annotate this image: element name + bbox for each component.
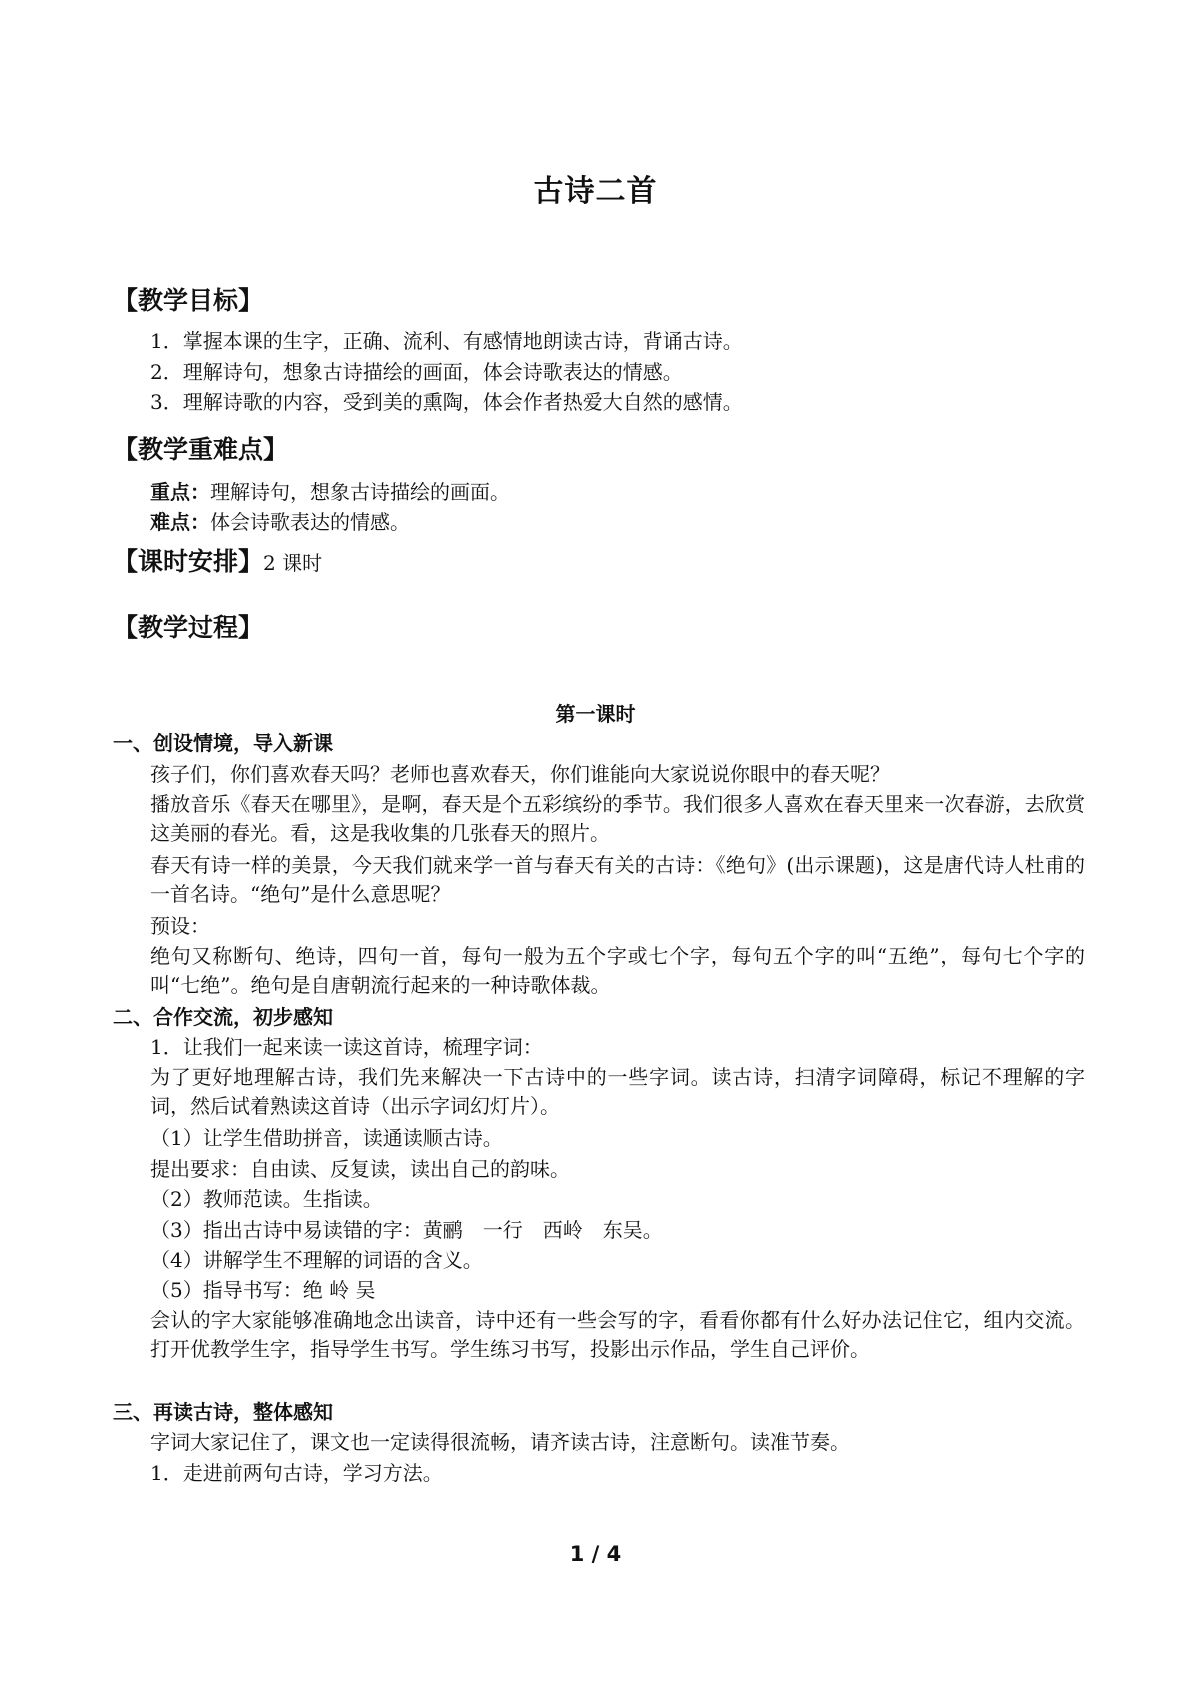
- section-2-title: 二、合作交流，初步感知: [113, 1005, 333, 1029]
- section-2-paragraph: （5）指导书写：绝 岭 吴: [150, 1278, 376, 1302]
- section-2-paragraph: （1）让学生借助拼音，读通读顺古诗。: [150, 1126, 503, 1150]
- page-title: 古诗二首: [533, 174, 658, 209]
- key-point-text: 理解诗句，想象古诗描绘的画面。: [210, 480, 510, 504]
- schedule-heading: [113, 545, 322, 580]
- objective-item-2: 2．理解诗句，想象古诗描绘的画面，体会诗歌表达的情感。: [150, 360, 683, 384]
- section-1-paragraph: 春天有诗一样的美景，今天我们就来学一首与春天有关的古诗：《绝句》(出示课题)，这是唐代诗人杜甫的一首名诗。“绝句”是什么意思呢？: [150, 853, 1085, 906]
- section-2-paragraph: 为了更好地理解古诗，我们先来解决一下古诗中的一些字词。读古诗，扫清字词障碍，标记不理解的字词，然后试着熟读这首诗（出示字词幻灯片）。: [150, 1065, 1085, 1118]
- section-2-paragraph: 1．让我们一起来读一读这首诗，梳理字词：: [150, 1035, 543, 1059]
- lesson-title: 第一课时: [555, 702, 636, 726]
- section-1-paragraph: 预设：: [150, 914, 210, 938]
- key-point-label: 重点：: [150, 480, 210, 504]
- section-1-title: 一、创设情境，导入新课: [113, 731, 333, 755]
- page-number: 1 / 4: [569, 1542, 622, 1566]
- objective-item-1: 1．掌握本课的生字，正确、流利、有感情地朗读古诗，背诵古诗。: [150, 329, 743, 353]
- section-2-paragraph: （2）教师范读。生指读。: [150, 1187, 383, 1211]
- section-1-paragraph: 播放音乐《春天在哪里》，是啊，春天是个五彩缤纷的季节。我们很多人喜欢在春天里来一次春游，去欣赏这美丽的春光。看，这是我收集的几张春天的照片。: [150, 792, 1085, 845]
- objective-item-3: 3．理解诗歌的内容，受到美的熏陶，体会作者热爱大自然的感情。: [150, 390, 743, 414]
- section-2-paragraph: （3）指出古诗中易读错的字：黄鹂 一行 西岭 东吴。: [150, 1218, 663, 1242]
- keypoints-heading: 【教学重难点】: [113, 435, 289, 464]
- section-2-paragraph: 会认的字大家能够准确地念出读音，诗中还有一些会写的字，看看你都有什么好办法记住它，组内交流。打开优教学生字，指导学生书写。学生练习书写，投影出示作品，学生自己评价。: [150, 1308, 1085, 1361]
- difficult-point: [150, 508, 1090, 537]
- section-3-paragraph: 字词大家记住了，课文也一定读得很流畅，请齐读古诗，注意断句。读准节奏。: [150, 1430, 850, 1454]
- section-2-paragraph: 提出要求：自由读、反复读，读出自己的韵味。: [150, 1157, 570, 1181]
- section-3-paragraph: 1．走进前两句古诗，学习方法。: [150, 1461, 443, 1485]
- schedule-value: 2 课时: [263, 551, 323, 575]
- schedule-label: 【课时安排】: [113, 547, 264, 576]
- process-heading: 【教学过程】: [113, 613, 264, 642]
- difficult-point-text: 体会诗歌表达的情感。: [210, 510, 410, 534]
- section-1-paragraph: 绝句又称断句、绝诗，四句一首，每句一般为五个字或七个字，每句五个字的叫“五绝”，每句七个字的叫“七绝”。绝句是自唐朝流行起来的一种诗歌体裁。: [150, 944, 1085, 997]
- section-2-paragraph: （4）讲解学生不理解的词语的含义。: [150, 1248, 483, 1272]
- difficult-point-label: 难点：: [150, 510, 210, 534]
- section-1-paragraph: 孩子们，你们喜欢春天吗？老师也喜欢春天，你们谁能向大家说说你眼中的春天呢？: [150, 762, 890, 786]
- section-3-title: 三、再读古诗，整体感知: [113, 1400, 333, 1424]
- objectives-heading: 【教学目标】: [113, 286, 264, 315]
- key-point: [150, 478, 1090, 507]
